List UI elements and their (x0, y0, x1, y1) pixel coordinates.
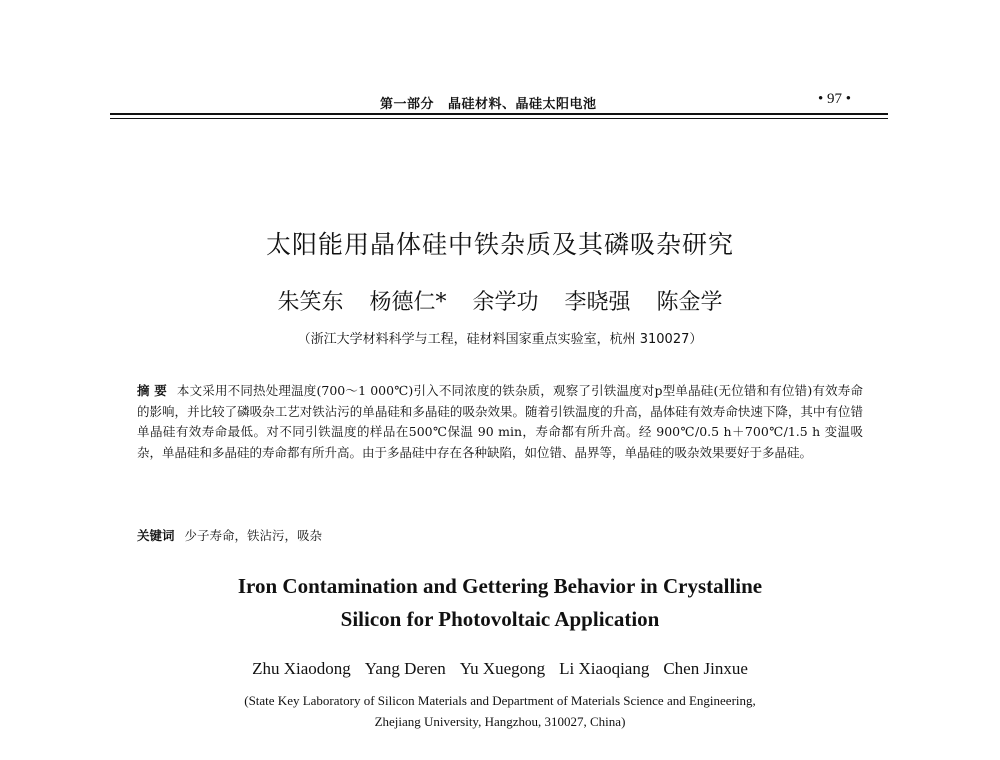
keywords-text: 少子寿命，铁沾污，吸杂 (184, 528, 323, 543)
author-cn: 朱笑东 (277, 290, 344, 315)
title-english-line-1: Iron Contamination and Gettering Behavior in Crystalline (237, 574, 763, 598)
authors-english (0, 659, 1000, 679)
author-cn: 陈金学 (656, 290, 723, 315)
abstract-text: 本文采用不同热处理温度(700～1 000℃)引入不同浓度的铁杂质，观察了引铁温度对p型单晶硅(无位错和有位错)有效寿命的影响，并比较了磷吸杂工艺对铁沾污的单晶硅和多晶硅的吸杂效果。随着引铁温度的升高，晶体硅有效寿命快速下降，其中有位错单晶硅有效寿命最低。对不同引铁温度的样品在500℃保温 90 min，寿命都有所升高。经 900℃/0.5 h＋700℃/1.5 h 变温吸杂，单晶硅和多晶硅的寿命都有所升高。由于多晶硅中存在各种缺陷，如位错、晶界等，单晶硅的吸杂效果要好于多晶硅。 (137, 383, 863, 460)
author-cn: 杨德仁* (369, 290, 447, 315)
abstract-chinese (137, 381, 863, 463)
header-section: 第一部分 (380, 97, 435, 112)
header-rule-thick (110, 113, 888, 115)
authors-chinese (0, 285, 1000, 316)
header-topic: 晶硅材料、晶硅太阳电池 (448, 97, 597, 112)
title-english (0, 570, 1000, 636)
affiliation-english (0, 690, 1000, 732)
affiliation-english-line-1: (State Key Laboratory of Silicon Materials and Department of Materials Science and Engineering, (244, 693, 756, 708)
title-chinese: 太阳能用晶体硅中铁杂质及其磷吸杂研究 (265, 230, 734, 259)
author-en: Li Xiaoqiang (559, 659, 650, 678)
running-header (380, 93, 597, 112)
author-cn: 李晓强 (564, 290, 631, 315)
author-en: Yang Deren (364, 659, 446, 678)
title-english-line-2: Silicon for Photovoltaic Application (340, 607, 660, 631)
abstract-label: 摘 要 (137, 383, 167, 398)
affiliation-chinese: （浙江大学材料科学与工程，硅材料国家重点实验室，杭州 310027） (297, 332, 703, 347)
affiliation-english-line-2: Zhejiang University, Hangzhou, 310027, China) (374, 714, 626, 729)
keywords-chinese (137, 526, 863, 544)
page-number: • 97 • (818, 91, 852, 107)
author-en: Zhu Xiaodong (252, 659, 351, 678)
author-cn: 余学功 (472, 290, 539, 315)
keywords-label: 关键词 (137, 528, 175, 543)
header-rule-thin (110, 118, 888, 119)
author-en: Chen Jinxue (663, 659, 748, 678)
author-en: Yu Xuegong (459, 659, 546, 678)
